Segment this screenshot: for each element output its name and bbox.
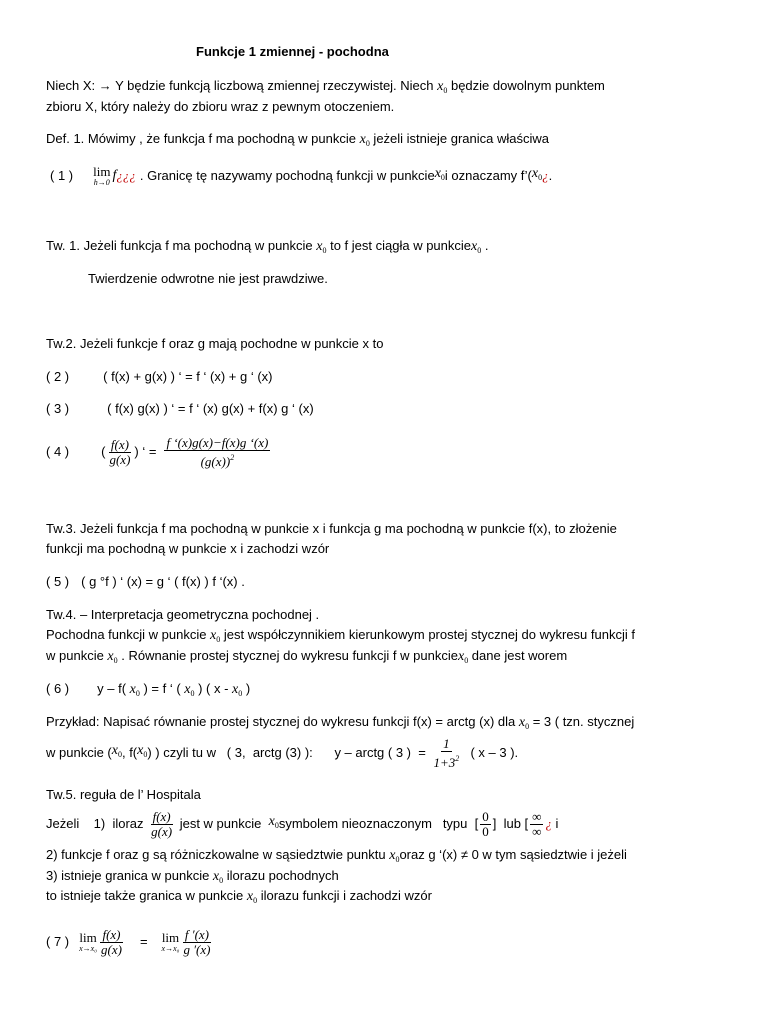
fraction-quotient-rule: $\frac{f ‘(x)g(x)-f(x)g ‘(x)}{(g(x))^2}$ xyxy=(166,434,269,469)
fraction-f-over-g: $\frac{f(x)}{g(x)}$ xyxy=(151,808,173,839)
tw4-heading: Tw.4. – Interpretacja geometryczna pochodnej . xyxy=(46,607,320,622)
tw4-line-1: Pochodna funkcji w punkcie $x_0$ jest współczynnikiem kierunkowym prostej stycznej do wykresu funkcji f xyxy=(46,627,635,644)
equation-5: ( 5 ) ( g °f ) ‘ (x) = g ‘ ( f(x) ) f ‘(x) . xyxy=(46,574,245,589)
fraction-f-over-g: $\frac{f(x)}{g(x)}$ xyxy=(109,436,131,467)
intro-line-1: Niech X: → Y będzie funkcją liczbową zmiennej rzeczywistej. Niech $x_0$ będzie dowolnym punktem xyxy=(46,78,605,95)
tw5-line-4: to istnieje także granica w punkcie $x_0$ ilorazu funkcji i zachodzi wzór xyxy=(46,888,432,905)
x0-symbol: $x_0$ xyxy=(437,79,448,95)
fraction-f-over-g: $\frac{f(x)}{g(x)}$ xyxy=(101,926,122,957)
tw3-line-2: funkcji ma pochodną w punkcie x i zachodzi wzór xyxy=(46,541,330,556)
equation-4: ( 4 ) ( $\frac{f(x)}{g(x)}$ ) ‘ = $\frac{f ‘(x)g(x)-f(x)g ‘(x)}{(g(x))^2}$ xyxy=(46,434,269,469)
tw2-line: Tw.2. Jeżeli funkcje f oraz g mają pochodne w punkcie x to xyxy=(46,336,384,351)
limit-left: lim x→x₀ xyxy=(79,929,98,953)
tw1-note: Twierdzenie odwrotne nie jest prawdziwe. xyxy=(88,271,328,286)
tw5-line-3: 3) istnieje granica w punkcie $x_0$ ilorazu pochodnych xyxy=(46,868,339,885)
page-title: Funkcje 1 zmiennej - pochodna xyxy=(196,44,389,59)
fraction-derivatives: $\frac{f '(x)}{g '(x)}$ xyxy=(183,926,211,957)
intro-line-2: zbioru X, który należy do zbioru wraz z pewnym otoczeniem. xyxy=(46,99,395,114)
example-line-2: w punkcie ( $x_0$ , f( $x_0$ ) ) czyli tu w ( 3, arctg (3) ): y – arctg ( 3 ) = $\frac{1}{1+3^2}$ ( x – 3 ). xyxy=(46,735,519,770)
equation-3: ( 3 ) ( f(x) g(x) ) ‘ = f ‘ (x) g(x) + f(x) g ‘ (x) xyxy=(46,401,314,416)
fraction-derivative-value: $\frac{1}{1+3^2}$ xyxy=(433,735,460,770)
tw1-line: Tw. 1. Jeżeli funkcja f ma pochodną w punkcie $x_0$ to f jest ciągła w punkciex$_0$ . xyxy=(46,238,489,255)
def1-line: Def. 1. Mówimy , że funkcja f ma pochodną w punkcie $x_0$ jeżeli istnieje granica właściwa xyxy=(46,131,550,148)
equation-7: ( 7 ) lim x→x₀ $\frac{f(x)}{g(x)}$ = lim x→x₀ $\frac{f '(x)}{g '(x)}$ xyxy=(46,926,211,957)
equation-6: ( 6 ) y – f( $x_0$ ) = f ‘ ( $x_0$ ) ( x - $x_0$ ) xyxy=(46,681,251,698)
fraction-infinity-over-infinity: $\frac{\infty}{\infty}$ xyxy=(532,808,542,839)
equation-1: ( 1 ) lim h→0 f ¿¿¿ . Granicę tę nazywamy pochodną funkcji w punkcie $x_0$ i oznaczamy f’( $x_0$ ¿ . xyxy=(50,163,553,187)
tw5-heading: Tw.5. reguła de l’ Hospitala xyxy=(46,787,201,802)
fraction-zero-over-zero: $\frac{0}{0}$ xyxy=(482,808,489,839)
equation-2: ( 2 ) ( f(x) + g(x) ) ‘ = f ‘ (x) + g ‘ (x) xyxy=(46,369,273,384)
example-line-1: Przykład: Napisać równanie prostej stycznej do wykresu funkcji f(x) = arctg (x) dla $x_0 = 3$ ( tzn. stycznej xyxy=(46,714,635,731)
limit-right: lim x→x₀ xyxy=(161,929,180,953)
tw3-line-1: Tw.3. Jeżeli funkcja f ma pochodną w punkcie x i funkcja g ma pochodną w punkcie f(x), to złożenie xyxy=(46,521,617,536)
tw5-line-1: Jeżeli 1) iloraz $\frac{f(x)}{g(x)}$ jest w punkcie $x_0$ symbolem nieoznaczonym typu [ $\frac{0}{0}$ ] lub [ $\frac{\infty}{\infty}$ ¿ i xyxy=(46,808,559,839)
tw5-line-2: 2) funkcje f oraz g są różniczkowalne w sąsiedztwie punktu $x_0oraz$ g ‘(x) ≠ 0 w tym sąsiedztwie i jeżeli xyxy=(46,847,627,864)
limit-expression: lim h→0 xyxy=(93,163,111,187)
tw4-line-2: w punkcie $x_0$ . Równanie prostej stycznej do wykresu funkcji f w punkciex$_0$ dane jest worem xyxy=(46,648,568,665)
